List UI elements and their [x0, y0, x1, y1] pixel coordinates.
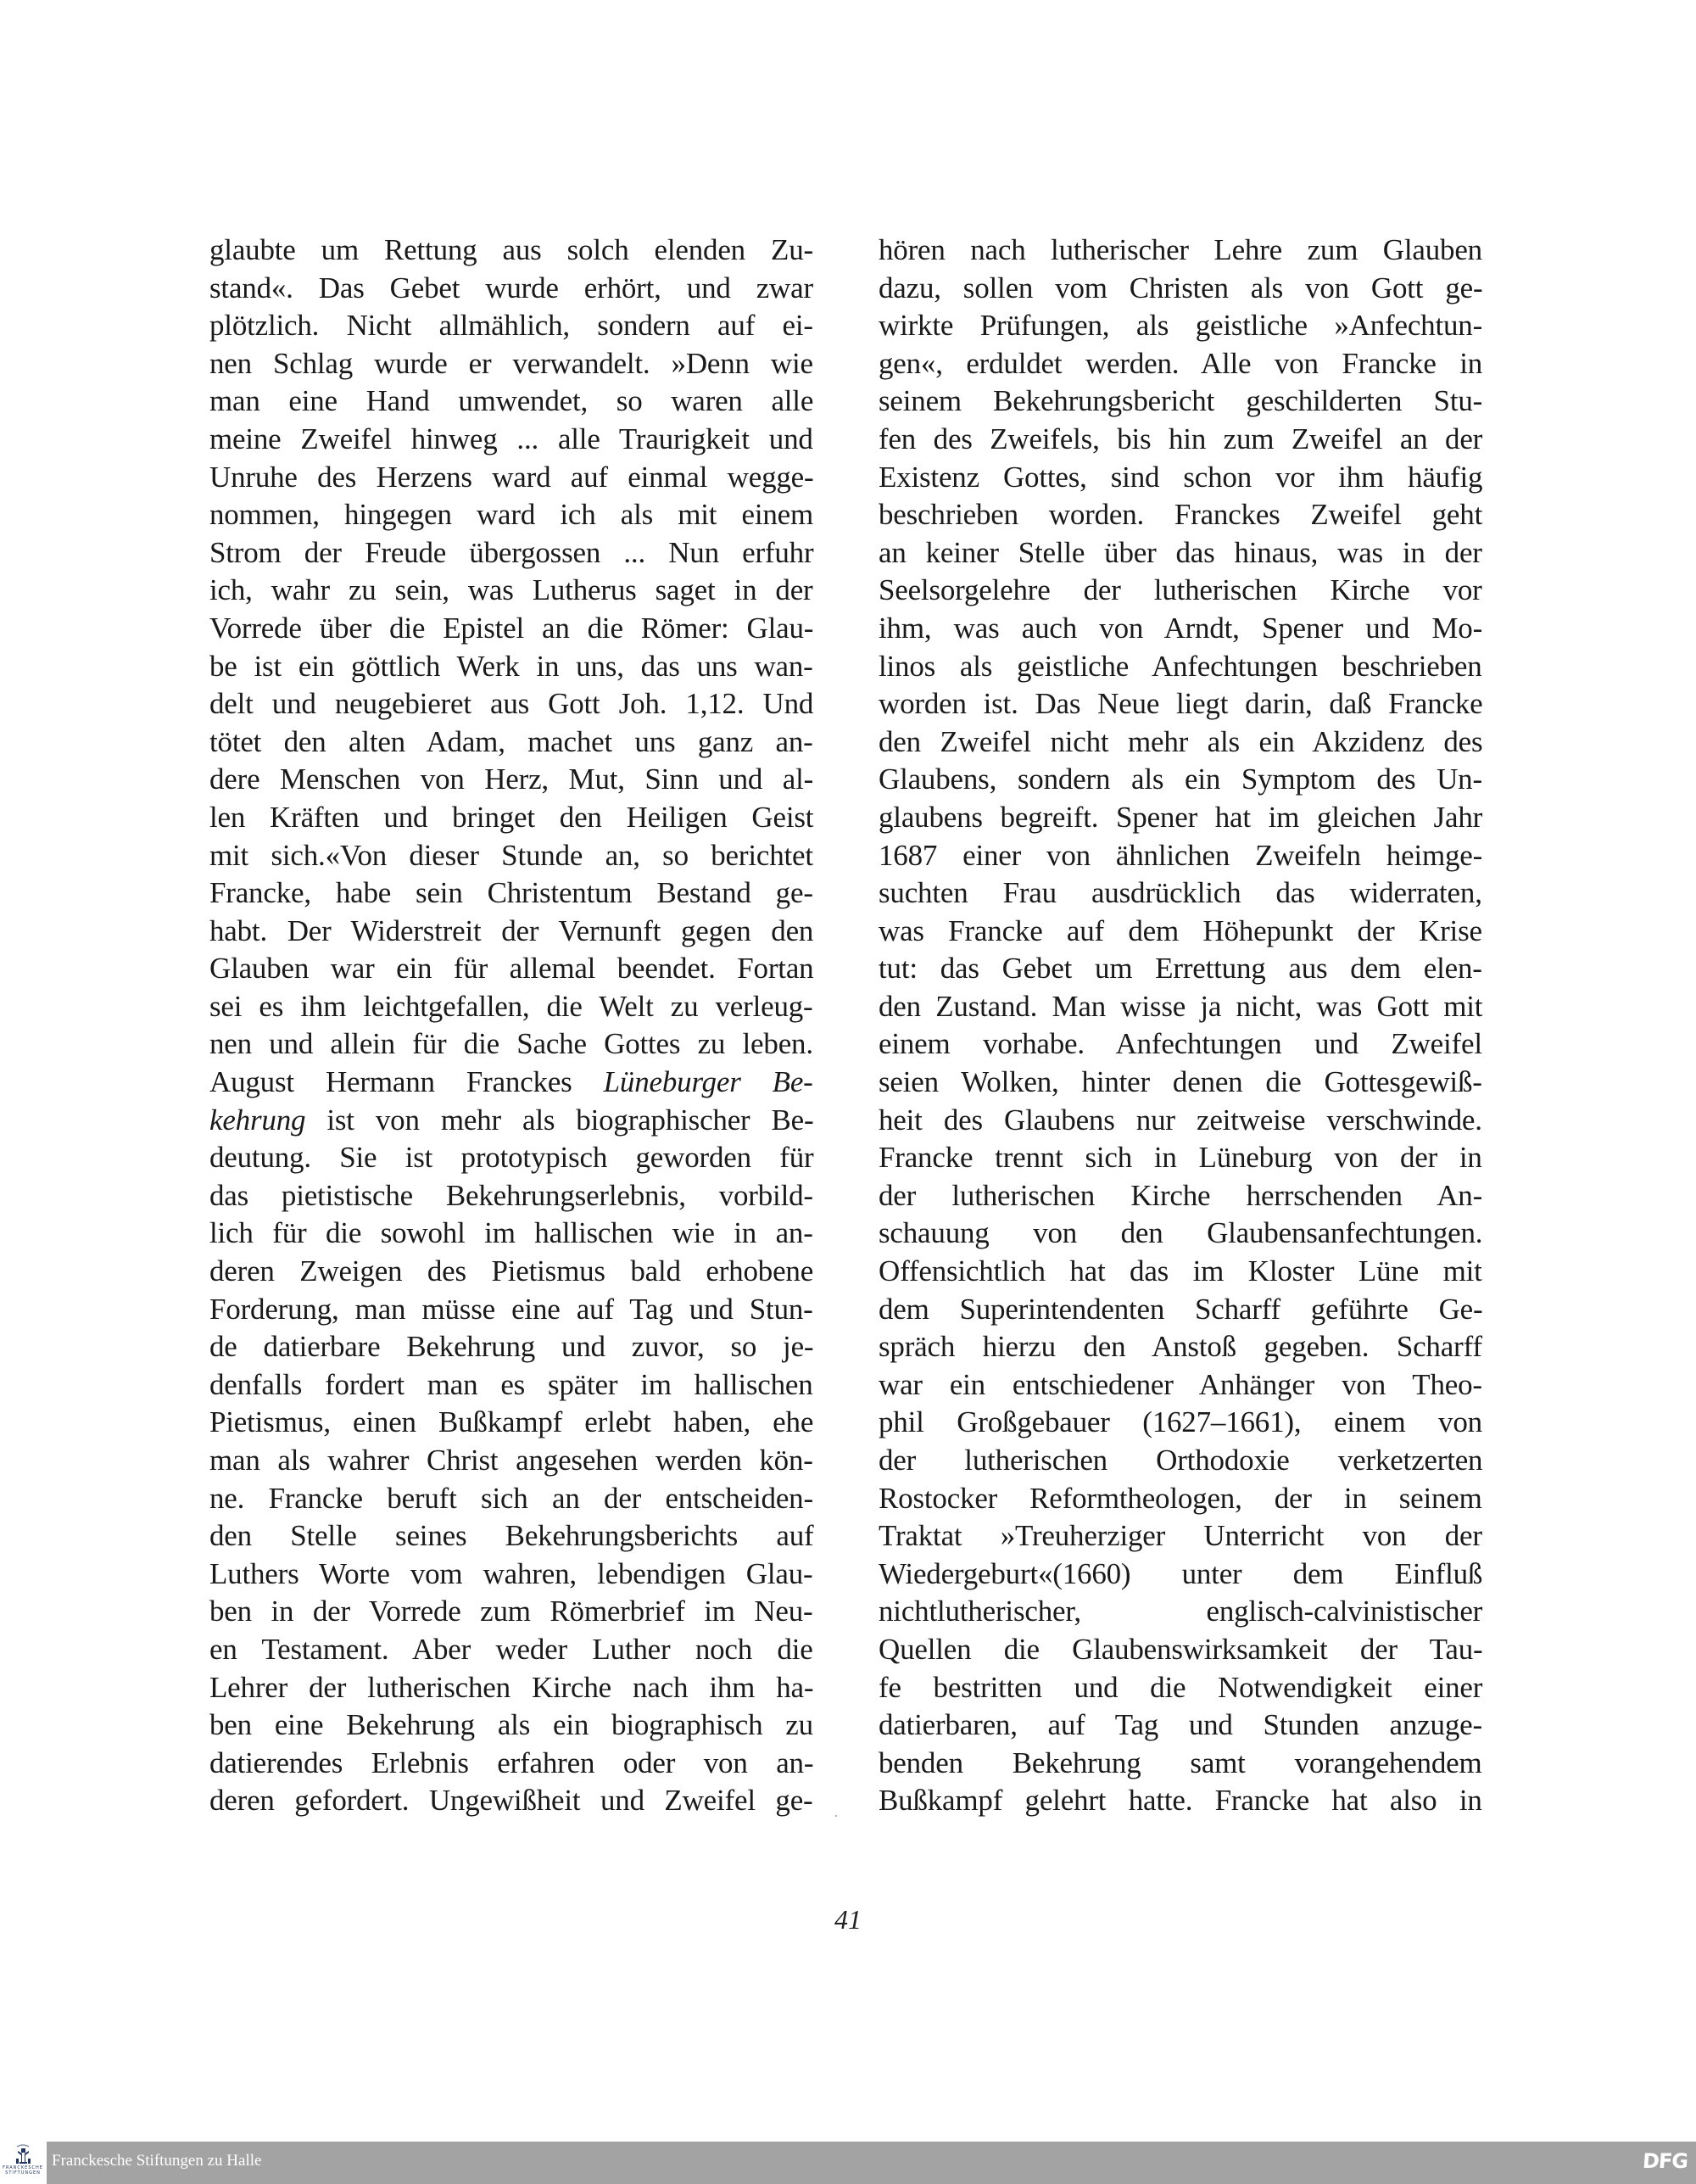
- text-line: delt und neugebieret aus Gott Joh. 1,12. Und: [209, 687, 814, 721]
- logo-text-line1: FRANCKESCHE: [3, 2165, 43, 2170]
- text-line: deutung. Sie ist prototypisch geworden für: [209, 1141, 814, 1175]
- text-line: den Zustand. Man wisse ja nicht, was Gott mit: [879, 989, 1483, 1023]
- text-line: phil Großgebauer (1627–1661), einem von: [879, 1405, 1482, 1439]
- text-line: dem Superintendenten Scharff geführte Ge-: [879, 1292, 1483, 1326]
- text-line: denfalls fordert man es später im hallischen: [209, 1367, 813, 1401]
- text-line: meine Zweifel hinweg ... alle Traurigkeit und: [209, 422, 813, 455]
- text-line: Unruhe des Herzens ward auf einmal wegge-: [209, 460, 814, 494]
- text-column-left: [209, 232, 813, 1820]
- text-line: man als wahrer Christ angesehen werden kön-: [209, 1444, 813, 1477]
- text-line: dere Menschen von Herz, Mut, Sinn und al-: [209, 762, 814, 796]
- text-line: glaubte um Rettung aus solch elenden Zu-: [209, 233, 813, 266]
- viewer-footer: [0, 2142, 1696, 2184]
- text-line: fen des Zweifels, bis hin zum Zweifel an der: [879, 422, 1483, 455]
- text-line: beschrieben worden. Franckes Zweifel geht: [879, 498, 1483, 532]
- text-line: der lutherischen Orthodoxie verketzerten: [879, 1444, 1483, 1477]
- text-line: sei es ihm leichtgefallen, die Welt zu verleug-: [209, 989, 813, 1023]
- text-line: Offensichtlich hat das im Kloster Lüne mit: [879, 1254, 1482, 1288]
- text-line: plötzlich. Nicht allmählich, sondern auf ei-: [209, 309, 813, 343]
- text-line: datierbaren, auf Tag und Stunden anzuge-: [879, 1708, 1482, 1742]
- text-line: Quellen die Glaubenswirksamkeit der Tau-: [879, 1632, 1483, 1666]
- text-line: an keiner Stelle über das hinaus, was in der: [879, 535, 1482, 569]
- text-line: be ist ein göttlich Werk in uns, das uns wan-: [209, 649, 813, 683]
- text-line: Rostocker Reformtheologen, der in seinem: [879, 1481, 1482, 1515]
- text-line: der lutherischen Kirche herrschenden An-: [879, 1178, 1483, 1212]
- text-line: nen Schlag wurde er verwandelt. »Denn wie: [209, 346, 813, 380]
- text-line: kehrung ist von mehr als biographischer Be-: [209, 1103, 814, 1137]
- text-line: Forderung, man müsse eine auf Tag und Stun-: [209, 1292, 813, 1326]
- text-line: len Kräften und bringet den Heiligen Geist: [209, 800, 814, 834]
- text-line: Pietismus, einen Bußkampf erlebt haben, ehe: [209, 1405, 814, 1439]
- text-line: den Stelle seines Bekehrungsberichts auf: [209, 1519, 814, 1553]
- text-line: man eine Hand umwendet, so waren alle: [209, 384, 814, 418]
- text-line: ne. Francke beruft sich an der entscheiden-: [209, 1481, 813, 1515]
- text-line: wirkte Prüfungen, als geistliche »Anfechtun-: [879, 309, 1483, 343]
- text-column-right: [879, 232, 1482, 1820]
- text-line: Bußkampf gelehrt hatte. Francke hat also in: [879, 1784, 1482, 1818]
- text-line: tut: das Gebet um Errettung aus dem elen-: [879, 952, 1482, 986]
- text-line: den Zweifel nicht mehr als ein Akzidenz des: [879, 724, 1483, 758]
- footer-institution-link[interactable]: Franckesche Stiftungen zu Halle: [52, 2152, 262, 2170]
- text-line: nen und allein für die Sache Gottes zu leben.: [209, 1027, 813, 1061]
- text-line: nommen, hingegen ward ich als mit einem: [209, 498, 814, 532]
- foundation-emblem-icon: [14, 2143, 31, 2165]
- text-line: Lehrer der lutherischen Kirche nach ihm ha-: [209, 1670, 814, 1704]
- text-line: worden ist. Das Neue liegt darin, daß Francke: [879, 687, 1483, 721]
- text-line: 1687 einer von ähnlichen Zweifeln heimge-: [879, 838, 1483, 872]
- text-line: Luthers Worte vom wahren, lebendigen Glau-: [209, 1556, 813, 1590]
- text-line: das pietistische Bekehrungserlebnis, vorbild-: [209, 1178, 813, 1212]
- text-line: en Testament. Aber weder Luther noch die: [209, 1632, 813, 1666]
- text-line: ben eine Bekehrung als ein biographisch zu: [209, 1708, 813, 1742]
- text-line: fe bestritten und die Notwendigkeit einer: [879, 1670, 1483, 1704]
- text-line: lich für die sowohl im hallischen wie in an-: [209, 1216, 813, 1250]
- dfg-logo[interactable]: DFG: [1642, 2149, 1688, 2173]
- text-line: seinem Bekehrungsbericht geschilderten Stu-: [879, 384, 1483, 418]
- text-line: Francke, habe sein Christentum Bestand ge-: [209, 876, 813, 910]
- text-line: mit sich.«Von dieser Stunde an, so berichtet: [209, 838, 813, 872]
- text-line: suchten Frau ausdrücklich das widerraten,: [879, 876, 1482, 910]
- text-line: einem vorhabe. Anfechtungen und Zweifel: [879, 1027, 1482, 1061]
- text-line: ben in der Vorrede zum Römerbrief im Neu-: [209, 1595, 813, 1628]
- text-line: linos als geistliche Anfechtungen beschrieben: [879, 649, 1482, 683]
- text-line: ihm, was auch von Arndt, Spener und Mo-: [879, 611, 1483, 645]
- text-line: Glauben war ein für allemal beendet. Fortan: [209, 952, 814, 986]
- text-line: was Francke auf dem Höhepunkt der Krise: [879, 913, 1482, 947]
- text-line: hören nach lutherischer Lehre zum Glauben: [879, 233, 1482, 266]
- text-line: nichtlutherischer, englisch-calvinistischer: [879, 1595, 1483, 1628]
- text-line: glaubens begreift. Spener hat im gleichen Jahr: [879, 800, 1483, 834]
- text-line: tötet den alten Adam, machet uns ganz an-: [209, 724, 813, 758]
- text-line: August Hermann Franckes Lüneburger Be-: [209, 1065, 813, 1099]
- text-line: stand«. Das Gebet wurde erhört, und zwar: [209, 271, 813, 304]
- text-line: Seelsorgelehre der lutherischen Kirche vor: [879, 573, 1482, 607]
- text-line: Strom der Freude übergossen ... Nun erfuhr: [209, 535, 814, 569]
- text-line: war ein entschiedener Anhänger von Theo-: [879, 1367, 1482, 1401]
- text-line: Vorrede über die Epistel an die Römer: Glau-: [209, 611, 814, 645]
- text-line: spräch hierzu den Anstoß gegeben. Scharff: [879, 1330, 1482, 1364]
- text-line: gen«, erduldet werden. Alle von Francke in: [879, 346, 1483, 380]
- text-line: seien Wolken, hinter denen die Gottesgewiß-: [879, 1065, 1482, 1099]
- logo-text-line2: STIFTUNGEN: [5, 2170, 41, 2176]
- franckesche-stiftungen-logo[interactable]: [2, 2143, 44, 2182]
- text-line: deren Zweigen des Pietismus bald erhobene: [209, 1254, 814, 1288]
- text-line: benden Bekehrung samt vorangehendem: [879, 1746, 1482, 1779]
- text-line: de datierbare Bekehrung und zuvor, so je-: [209, 1330, 814, 1364]
- footer-bar: [47, 2142, 1696, 2184]
- text-line: Existenz Gottes, sind schon vor ihm häufig: [879, 460, 1483, 494]
- scan-speck: [835, 1815, 837, 1817]
- text-line: Francke trennt sich in Lüneburg von der in: [879, 1141, 1482, 1175]
- text-line: schauung von den Glaubensanfechtungen.: [879, 1216, 1483, 1250]
- text-line: habt. Der Widerstreit der Vernunft gegen den: [209, 913, 814, 947]
- text-line: Glaubens, sondern als ein Symptom des Un-: [879, 762, 1482, 796]
- page-number: 41: [834, 1904, 862, 1935]
- text-line: datierendes Erlebnis erfahren oder von an-: [209, 1746, 814, 1779]
- text-line: heit des Glaubens nur zeitweise verschwinde.: [879, 1103, 1482, 1137]
- text-line: dazu, sollen vom Christen als von Gott ge-: [879, 271, 1483, 304]
- text-line: Wiedergeburt«(1660) unter dem Einfluß: [879, 1556, 1483, 1590]
- text-line: Traktat »Treuherziger Unterricht von der: [879, 1519, 1482, 1553]
- text-line: ich, wahr zu sein, was Lutherus saget in der: [209, 573, 813, 607]
- text-line: deren gefordert. Ungewißheit und Zweifel ge-: [209, 1784, 813, 1818]
